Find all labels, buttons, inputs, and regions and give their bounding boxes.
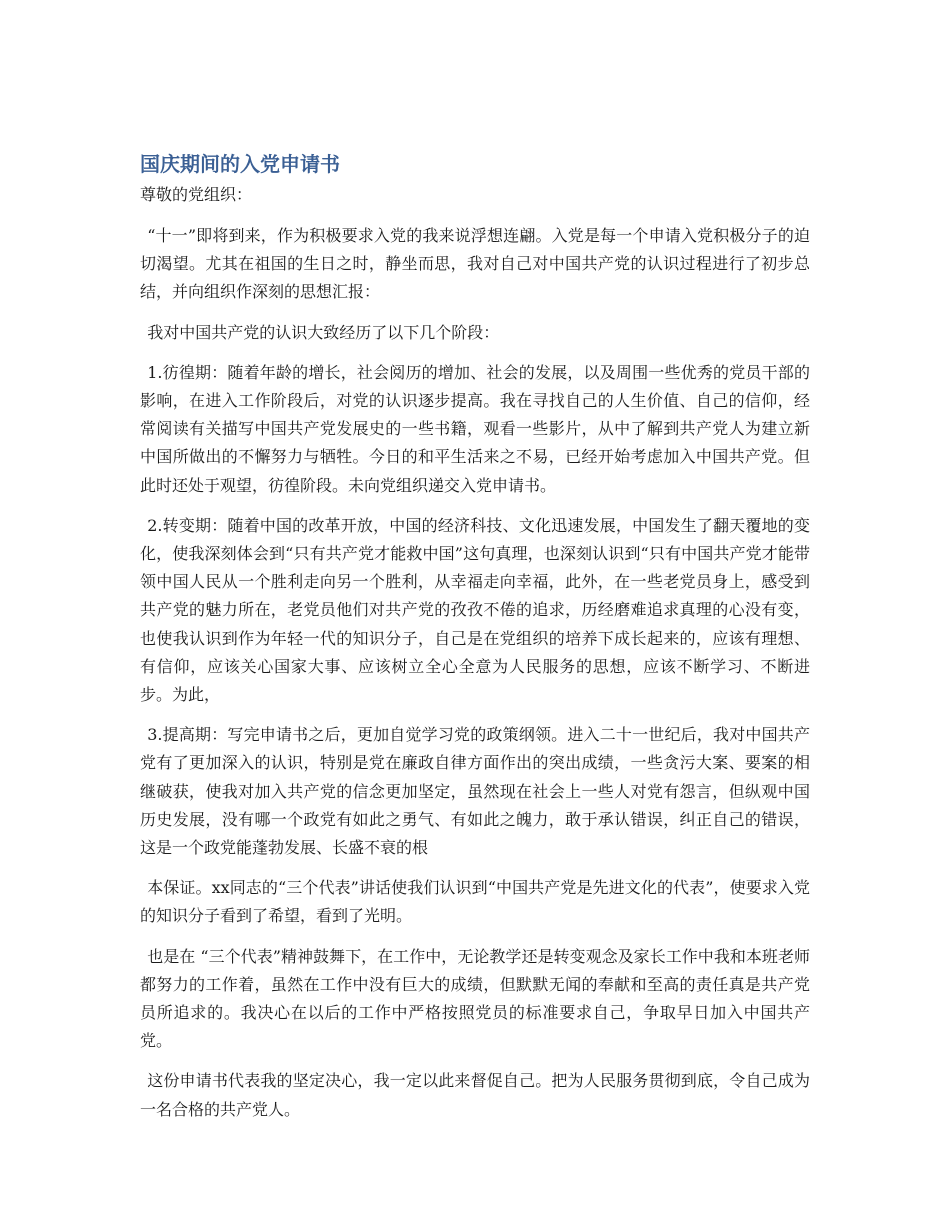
paragraph-stages-intro: 我对中国共产党的认识大致经历了以下几个阶段： bbox=[147, 322, 500, 342]
salutation: 尊敬的党组织： bbox=[140, 185, 253, 204]
document-title: 国庆期间的入党申请书 bbox=[140, 152, 340, 176]
paragraph-stage-2: 2.转变期：随着中国的改革开放，中国的经济科技、文化迅速发展，中国发生了翻天覆地的变化，使我深刻体会到“只有共产党才能救中国”这句真理，也深刻认识到“只有中国共产党才能带领中国人民从一个胜利走向另一个胜利，从幸福走向幸福，此外，在一些老党员身上，感受到共产党的魅力所在，老党员他们对共产党的孜孜不倦的追求，历经磨难追求真理的心没有变，也使我认识到作为年轻一代的知识分子，自己是在党组织的培养下成长起来的，应该有理想、有信仰，应该关心国家大事、应该树立全心全意为人民服务的思想，应该不断学习、不断进步。为此， bbox=[140, 515, 810, 705]
document-page bbox=[140, 148, 810, 1136]
paragraph-three-represents: 也是在 “三个代表”精神鼓舞下，在工作中，无论教学还是转变观念及家长工作中我和本班老师都努力的工作着，虽然在工作中没有巨大的成绩，但默默无闻的奉献和至高的责任真是共产党员所追求的。我决心在以后的工作中严格按照党员的标准要求自己，争取早日加入中国共产党。 bbox=[140, 946, 810, 1051]
paragraph-intro: “十一”即将到来，作为积极要求入党的我来说浮想连翩。入党是每一个申请入党积极分子的迫切渴望。尤其在祖国的生日之时，静坐而思，我对自己对中国共产党的认识过程进行了初步总结，并向组织作深刻的思想汇报： bbox=[140, 226, 810, 302]
paragraph-continuation: 本保证。xx同志的“三个代表”讲话使我们认识到“中国共产党是先进文化的代表”，使要求入党的知识分子看到了希望，看到了光明。 bbox=[140, 878, 810, 926]
paragraph-conclusion: 这份申请书代表我的坚定决心，我一定以此来督促自己。把为人民服务贯彻到底，令自己成为一名合格的共产党人。 bbox=[140, 1071, 810, 1119]
paragraph-stage-1: 1.彷徨期：随着年龄的增长，社会阅历的增加、社会的发展，以及周围一些优秀的党员干部的影响，在进入工作阶段后，对党的认识逐步提高。我在寻找自己的人生价值、自己的信仰，经常阅读有关描写中国共产党发展史的一些书籍，观看一些影片，从中了解到共产党人为建立新中国所做出的不懈努力与牺牲。今日的和平生活来之不易，已经开始考虑加入中国共产党。但此时还处于观望，彷徨阶段。未向党组织递交入党申请书。 bbox=[140, 362, 810, 495]
paragraph-stage-3: 3.提高期：写完申请书之后，更加自觉学习党的政策纲领。进入二十一世纪后，我对中国共产党有了更加深入的认识，特别是党在廉政自律方面作出的突出成绩，一些贪污大案、要案的相继破获，使我对加入共产党的信念更加坚定，虽然现在社会上一些人对党有怨言，但纵观中国历史发展，没有哪一个政党有如此之勇气、有如此之魄力，敢于承认错误，纠正自己的错误，这是一个政党能蓬勃发展、长盛不衰的根 bbox=[140, 725, 810, 858]
